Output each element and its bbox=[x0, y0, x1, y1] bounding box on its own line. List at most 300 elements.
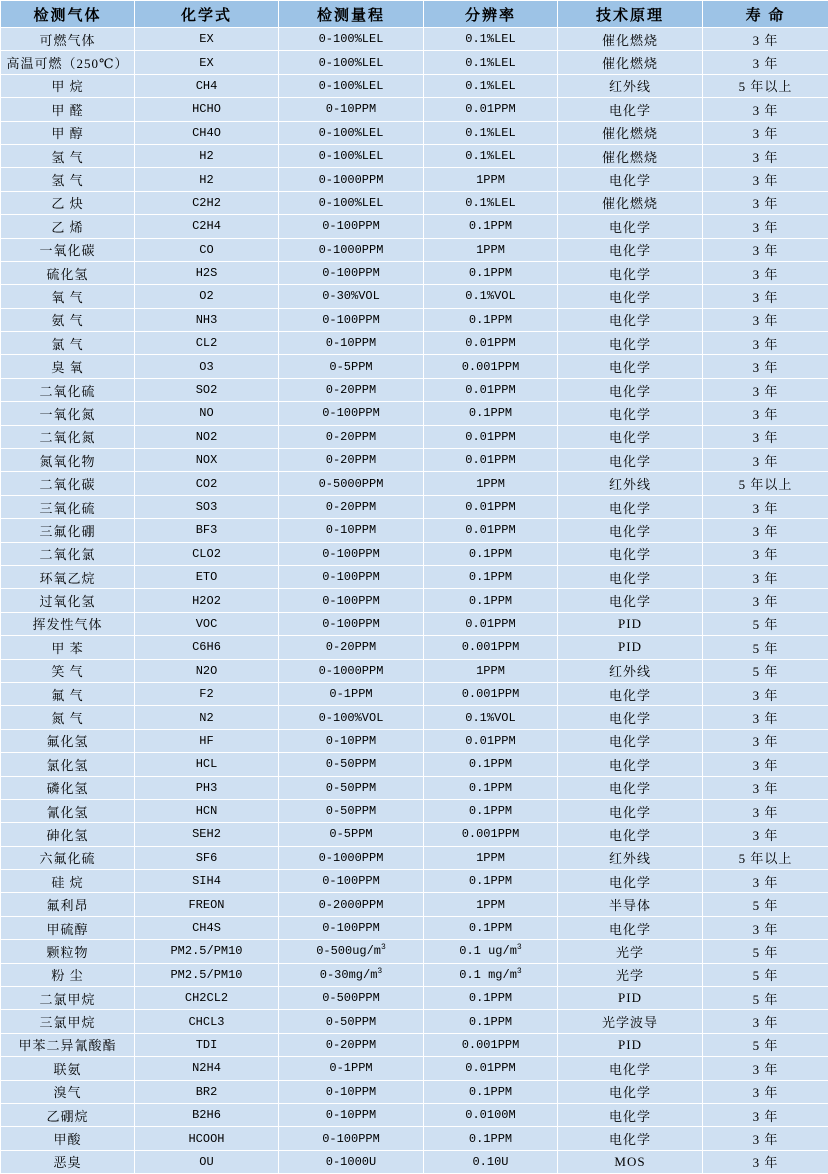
table-cell: 电化学 bbox=[558, 238, 703, 261]
table-cell: 硫化氢 bbox=[1, 261, 135, 284]
table-cell: 3 年 bbox=[703, 168, 828, 191]
table-cell: 0-5PPM bbox=[279, 355, 424, 378]
table-cell: 0.01PPM bbox=[424, 729, 558, 752]
table-cell: CO2 bbox=[135, 472, 279, 495]
table-cell: 3 年 bbox=[703, 51, 828, 74]
table-cell: 氮氧化物 bbox=[1, 449, 135, 472]
table-cell: 0.01PPM bbox=[424, 98, 558, 121]
table-cell: 3 年 bbox=[703, 402, 828, 425]
table-cell: CH4O bbox=[135, 121, 279, 144]
table-cell: 0.1PPM bbox=[424, 565, 558, 588]
table-row bbox=[1, 285, 828, 308]
table-cell: 0-1000U bbox=[279, 1150, 424, 1173]
table-cell: 磷化氢 bbox=[1, 776, 135, 799]
table-cell: 电化学 bbox=[558, 706, 703, 729]
table-cell: 0.1PPM bbox=[424, 261, 558, 284]
table-row bbox=[1, 144, 828, 167]
table-cell: 5 年 bbox=[703, 659, 828, 682]
table-cell: 0-50PPM bbox=[279, 753, 424, 776]
table-cell: SEH2 bbox=[135, 823, 279, 846]
table-cell: 三氯甲烷 bbox=[1, 1010, 135, 1033]
table-row bbox=[1, 355, 828, 378]
table-cell: 0.001PPM bbox=[424, 682, 558, 705]
table-cell: NO2 bbox=[135, 425, 279, 448]
table-cell: CH4S bbox=[135, 916, 279, 939]
table-cell: 5 年以上 bbox=[703, 472, 828, 495]
table-cell: 1PPM bbox=[424, 846, 558, 869]
table-cell: 一氧化氮 bbox=[1, 402, 135, 425]
table-row bbox=[1, 636, 828, 659]
table-cell: 3 年 bbox=[703, 542, 828, 565]
table-cell: TDI bbox=[135, 1033, 279, 1056]
table-cell: 半导体 bbox=[558, 893, 703, 916]
table-cell: 3 年 bbox=[703, 285, 828, 308]
table-row bbox=[1, 776, 828, 799]
table-cell: 0.1PPM bbox=[424, 402, 558, 425]
table-cell: 电化学 bbox=[558, 495, 703, 518]
table-cell: 3 年 bbox=[703, 308, 828, 331]
table-cell: 甲 醛 bbox=[1, 98, 135, 121]
table-cell: NOX bbox=[135, 449, 279, 472]
table-cell: N2O bbox=[135, 659, 279, 682]
table-cell: 5 年 bbox=[703, 636, 828, 659]
table-cell: 0-100PPM bbox=[279, 308, 424, 331]
table-cell: 氟 气 bbox=[1, 682, 135, 705]
table-cell: 电化学 bbox=[558, 1127, 703, 1150]
table-cell: B2H6 bbox=[135, 1103, 279, 1126]
table-cell: 二氧化氮 bbox=[1, 425, 135, 448]
table-cell: 3 年 bbox=[703, 191, 828, 214]
table-cell: 红外线 bbox=[558, 846, 703, 869]
table-cell: 溴气 bbox=[1, 1080, 135, 1103]
table-row bbox=[1, 425, 828, 448]
table-cell: 0-10PPM bbox=[279, 1103, 424, 1126]
table-cell: 0.1%VOL bbox=[424, 706, 558, 729]
table-cell: EX bbox=[135, 51, 279, 74]
table-cell: $0-500ug/m^3$ bbox=[279, 940, 424, 963]
table-cell: 0.01PPM bbox=[424, 449, 558, 472]
table-cell: 电化学 bbox=[558, 1080, 703, 1103]
table-cell: 电化学 bbox=[558, 870, 703, 893]
table-cell: 0.001PPM bbox=[424, 1033, 558, 1056]
table-row bbox=[1, 565, 828, 588]
table-cell: HCN bbox=[135, 799, 279, 822]
table-cell: 电化学 bbox=[558, 449, 703, 472]
table-cell: 0-50PPM bbox=[279, 799, 424, 822]
table-cell: 0.01PPM bbox=[424, 519, 558, 542]
table-cell: ETO bbox=[135, 565, 279, 588]
table-cell: 3 年 bbox=[703, 753, 828, 776]
table-cell: 氮 气 bbox=[1, 706, 135, 729]
table-row bbox=[1, 332, 828, 355]
table-cell: 电化学 bbox=[558, 1057, 703, 1080]
table-cell: 3 年 bbox=[703, 682, 828, 705]
table-cell: 氢 气 bbox=[1, 168, 135, 191]
table-cell: 3 年 bbox=[703, 355, 828, 378]
table-cell: 0.10U bbox=[424, 1150, 558, 1173]
table-row bbox=[1, 589, 828, 612]
table-cell: 0-20PPM bbox=[279, 449, 424, 472]
table-cell: 氢 气 bbox=[1, 144, 135, 167]
table-cell: 0.1PPM bbox=[424, 215, 558, 238]
table-cell: 红外线 bbox=[558, 74, 703, 97]
header-cell-resolution: 分辨率 bbox=[424, 1, 558, 28]
table-row bbox=[1, 729, 828, 752]
table-cell: 0.0100M bbox=[424, 1103, 558, 1126]
table-cell: 六氟化硫 bbox=[1, 846, 135, 869]
table-cell: 三氧化硫 bbox=[1, 495, 135, 518]
table-cell: H2 bbox=[135, 168, 279, 191]
table-cell: O2 bbox=[135, 285, 279, 308]
table-cell: 5 年以上 bbox=[703, 846, 828, 869]
table-row bbox=[1, 168, 828, 191]
table-row bbox=[1, 659, 828, 682]
header-row bbox=[1, 1, 828, 28]
table-cell: 0-100%LEL bbox=[279, 74, 424, 97]
table-cell: 恶臭 bbox=[1, 1150, 135, 1173]
table-cell: 过氧化氢 bbox=[1, 589, 135, 612]
table-cell: 0-20PPM bbox=[279, 1033, 424, 1056]
table-cell: 5 年以上 bbox=[703, 74, 828, 97]
table-cell: 0-20PPM bbox=[279, 495, 424, 518]
table-cell: 0-100%LEL bbox=[279, 28, 424, 51]
table-cell: PID bbox=[558, 1033, 703, 1056]
table-cell: 颗粒物 bbox=[1, 940, 135, 963]
table-cell: 3 年 bbox=[703, 916, 828, 939]
table-cell: 0.1PPM bbox=[424, 799, 558, 822]
table-row bbox=[1, 121, 828, 144]
table-cell: 电化学 bbox=[558, 308, 703, 331]
table-cell: 电化学 bbox=[558, 285, 703, 308]
table-row bbox=[1, 612, 828, 635]
table-row bbox=[1, 1033, 828, 1056]
table-cell: 0-100PPM bbox=[279, 402, 424, 425]
table-cell: 3 年 bbox=[703, 589, 828, 612]
table-cell: 0.001PPM bbox=[424, 355, 558, 378]
table-row bbox=[1, 191, 828, 214]
table-cell: 3 年 bbox=[703, 495, 828, 518]
table-cell: 可燃气体 bbox=[1, 28, 135, 51]
table-row bbox=[1, 74, 828, 97]
table-cell: 0-1000PPM bbox=[279, 846, 424, 869]
table-cell: 电化学 bbox=[558, 916, 703, 939]
table-cell: 3 年 bbox=[703, 776, 828, 799]
table-cell: 0.01PPM bbox=[424, 612, 558, 635]
table-cell: 0.1%LEL bbox=[424, 191, 558, 214]
table-cell: 甲苯二异氰酸酯 bbox=[1, 1033, 135, 1056]
table-cell: 3 年 bbox=[703, 519, 828, 542]
table-cell: 电化学 bbox=[558, 332, 703, 355]
table-cell: 挥发性气体 bbox=[1, 612, 135, 635]
table-cell: 0-100%VOL bbox=[279, 706, 424, 729]
table-cell: 5 年 bbox=[703, 893, 828, 916]
table-cell: 0.1%LEL bbox=[424, 51, 558, 74]
table-cell: PM2.5/PM10 bbox=[135, 940, 279, 963]
table-cell: 二氧化氯 bbox=[1, 542, 135, 565]
table-cell: 1PPM bbox=[424, 168, 558, 191]
table-body bbox=[1, 28, 828, 1174]
table-cell: NO bbox=[135, 402, 279, 425]
table-cell: 3 年 bbox=[703, 144, 828, 167]
table-cell: NH3 bbox=[135, 308, 279, 331]
table-row bbox=[1, 1127, 828, 1150]
table-cell: CO bbox=[135, 238, 279, 261]
table-row bbox=[1, 98, 828, 121]
table-cell: 0-50PPM bbox=[279, 1010, 424, 1033]
table-cell: 0-5PPM bbox=[279, 823, 424, 846]
table-row bbox=[1, 940, 828, 963]
table-row bbox=[1, 215, 828, 238]
table-cell: 二氯甲烷 bbox=[1, 987, 135, 1010]
table-cell: 3 年 bbox=[703, 1127, 828, 1150]
table-cell: 3 年 bbox=[703, 449, 828, 472]
table-cell: 催化燃烧 bbox=[558, 51, 703, 74]
table-cell: 0-100%LEL bbox=[279, 51, 424, 74]
table-cell: 臭 氧 bbox=[1, 355, 135, 378]
table-cell: 光学波导 bbox=[558, 1010, 703, 1033]
table-cell: SIH4 bbox=[135, 870, 279, 893]
table-cell: 3 年 bbox=[703, 1103, 828, 1126]
table-cell: 电化学 bbox=[558, 425, 703, 448]
table-cell: 0-20PPM bbox=[279, 425, 424, 448]
table-cell: 0-20PPM bbox=[279, 636, 424, 659]
table-row bbox=[1, 308, 828, 331]
table-cell: 氰化氢 bbox=[1, 799, 135, 822]
table-cell: 甲 烷 bbox=[1, 74, 135, 97]
table-cell: 0.1%LEL bbox=[424, 144, 558, 167]
table-cell: 0-1000PPM bbox=[279, 238, 424, 261]
table-cell: 电化学 bbox=[558, 98, 703, 121]
table-cell: 3 年 bbox=[703, 425, 828, 448]
header-cell-gas: 检测气体 bbox=[1, 1, 135, 28]
table-cell: 电化学 bbox=[558, 378, 703, 401]
table-cell: HCOOH bbox=[135, 1127, 279, 1150]
table-cell: 0-10PPM bbox=[279, 332, 424, 355]
table-cell: 电化学 bbox=[558, 753, 703, 776]
table-cell: 0.01PPM bbox=[424, 425, 558, 448]
table-cell: 3 年 bbox=[703, 870, 828, 893]
table-cell: 红外线 bbox=[558, 659, 703, 682]
table-row bbox=[1, 1057, 828, 1080]
table-cell: SO2 bbox=[135, 378, 279, 401]
table-cell: 电化学 bbox=[558, 215, 703, 238]
table-row bbox=[1, 963, 828, 986]
table-cell: 0-100%LEL bbox=[279, 121, 424, 144]
table-cell: CHCL3 bbox=[135, 1010, 279, 1033]
table-cell: BF3 bbox=[135, 519, 279, 542]
table-cell: 0-100PPM bbox=[279, 1127, 424, 1150]
table-cell: 0-30%VOL bbox=[279, 285, 424, 308]
header-cell-principle: 技术原理 bbox=[558, 1, 703, 28]
table-cell: 0.1PPM bbox=[424, 308, 558, 331]
table-cell: 电化学 bbox=[558, 542, 703, 565]
table-cell: 一氧化碳 bbox=[1, 238, 135, 261]
table-cell: 0-1000PPM bbox=[279, 659, 424, 682]
table-cell: 硅 烷 bbox=[1, 870, 135, 893]
header-cell-range: 检测量程 bbox=[279, 1, 424, 28]
table-cell: 3 年 bbox=[703, 98, 828, 121]
table-cell: 5 年 bbox=[703, 963, 828, 986]
table-cell: CL2 bbox=[135, 332, 279, 355]
table-row bbox=[1, 753, 828, 776]
table-row bbox=[1, 1150, 828, 1173]
table-cell: 3 年 bbox=[703, 1080, 828, 1103]
table-cell: 二氧化碳 bbox=[1, 472, 135, 495]
table-cell: 0-1PPM bbox=[279, 1057, 424, 1080]
table-cell: HCHO bbox=[135, 98, 279, 121]
table-cell: 0.1 $ug/m^3$ bbox=[424, 940, 558, 963]
table-cell: 乙 烯 bbox=[1, 215, 135, 238]
table-cell: 5 年 bbox=[703, 940, 828, 963]
table-cell: 0.01PPM bbox=[424, 495, 558, 518]
table-cell: 电化学 bbox=[558, 799, 703, 822]
table-cell: 0.1 $mg/m^3$ bbox=[424, 963, 558, 986]
table-cell: 氯化氢 bbox=[1, 753, 135, 776]
table-cell: 0-1000PPM bbox=[279, 168, 424, 191]
table-cell: F2 bbox=[135, 682, 279, 705]
table-cell: 二氧化硫 bbox=[1, 378, 135, 401]
table-cell: 电化学 bbox=[558, 519, 703, 542]
table-cell: 1PPM bbox=[424, 238, 558, 261]
table-cell: 氟利昂 bbox=[1, 893, 135, 916]
table-cell: 0-100PPM bbox=[279, 542, 424, 565]
table-row bbox=[1, 823, 828, 846]
table-cell: 0.01PPM bbox=[424, 378, 558, 401]
table-cell: PM2.5/PM10 bbox=[135, 963, 279, 986]
table-row bbox=[1, 495, 828, 518]
table-cell: 粉 尘 bbox=[1, 963, 135, 986]
table-cell: CH4 bbox=[135, 74, 279, 97]
table-cell: H2O2 bbox=[135, 589, 279, 612]
table-row bbox=[1, 472, 828, 495]
table-cell: 催化燃烧 bbox=[558, 144, 703, 167]
table-cell: 0.1PPM bbox=[424, 542, 558, 565]
table-row bbox=[1, 987, 828, 1010]
table-cell: 0-2000PPM bbox=[279, 893, 424, 916]
table-cell: 电化学 bbox=[558, 776, 703, 799]
table-cell: CLO2 bbox=[135, 542, 279, 565]
table-cell: 0-10PPM bbox=[279, 1080, 424, 1103]
table-cell: 3 年 bbox=[703, 261, 828, 284]
table-cell: 0-100PPM bbox=[279, 916, 424, 939]
table-row bbox=[1, 402, 828, 425]
table-cell: O3 bbox=[135, 355, 279, 378]
table-row bbox=[1, 378, 828, 401]
table-row bbox=[1, 1080, 828, 1103]
table-cell: 红外线 bbox=[558, 472, 703, 495]
table-cell: 0.1PPM bbox=[424, 1010, 558, 1033]
table-cell: 0.1%LEL bbox=[424, 28, 558, 51]
table-cell: OU bbox=[135, 1150, 279, 1173]
table-cell: 0-100%LEL bbox=[279, 144, 424, 167]
table-cell: FREON bbox=[135, 893, 279, 916]
table-row bbox=[1, 519, 828, 542]
table-cell: 0.1PPM bbox=[424, 870, 558, 893]
table-cell: 3 年 bbox=[703, 823, 828, 846]
table-cell: 0.1%LEL bbox=[424, 121, 558, 144]
table-cell: 电化学 bbox=[558, 355, 703, 378]
table-cell: PID bbox=[558, 987, 703, 1010]
table-cell: 乙硼烷 bbox=[1, 1103, 135, 1126]
table-cell: 0-10PPM bbox=[279, 98, 424, 121]
table-cell: 0-500PPM bbox=[279, 987, 424, 1010]
table-cell: 氯 气 bbox=[1, 332, 135, 355]
table-cell: 甲 苯 bbox=[1, 636, 135, 659]
table-row bbox=[1, 261, 828, 284]
table-cell: 催化燃烧 bbox=[558, 28, 703, 51]
header-cell-lifetime: 寿 命 bbox=[703, 1, 828, 28]
table-cell: C2H4 bbox=[135, 215, 279, 238]
table-cell: 0.1%VOL bbox=[424, 285, 558, 308]
table-row bbox=[1, 238, 828, 261]
table-cell: 三氟化硼 bbox=[1, 519, 135, 542]
table-row bbox=[1, 542, 828, 565]
table-cell: 5 年 bbox=[703, 987, 828, 1010]
table-cell: 砷化氢 bbox=[1, 823, 135, 846]
table-cell: 0-10PPM bbox=[279, 519, 424, 542]
table-cell: 0-100PPM bbox=[279, 589, 424, 612]
table-cell: 0.1PPM bbox=[424, 589, 558, 612]
table-cell: VOC bbox=[135, 612, 279, 635]
table-cell: EX bbox=[135, 28, 279, 51]
table-row bbox=[1, 1103, 828, 1126]
table-cell: 电化学 bbox=[558, 402, 703, 425]
table-cell: 0.1PPM bbox=[424, 987, 558, 1010]
table-cell: 电化学 bbox=[558, 565, 703, 588]
table-cell: 电化学 bbox=[558, 729, 703, 752]
table-cell: 3 年 bbox=[703, 238, 828, 261]
table-cell: 3 年 bbox=[703, 565, 828, 588]
table-header bbox=[1, 1, 828, 28]
table-row bbox=[1, 916, 828, 939]
table-cell: 光学 bbox=[558, 940, 703, 963]
table-cell: N2 bbox=[135, 706, 279, 729]
table-cell: 氨 气 bbox=[1, 308, 135, 331]
table-cell: 0.1%LEL bbox=[424, 74, 558, 97]
table-cell: 0.001PPM bbox=[424, 636, 558, 659]
table-cell: 3 年 bbox=[703, 1150, 828, 1173]
table-cell: 氧 气 bbox=[1, 285, 135, 308]
table-cell: 0.1PPM bbox=[424, 753, 558, 776]
table-cell: 0-100PPM bbox=[279, 215, 424, 238]
table-cell: 3 年 bbox=[703, 332, 828, 355]
table-cell: 3 年 bbox=[703, 1010, 828, 1033]
table-cell: 光学 bbox=[558, 963, 703, 986]
table-row bbox=[1, 846, 828, 869]
table-cell: C2H2 bbox=[135, 191, 279, 214]
table-cell: 环氧乙烷 bbox=[1, 565, 135, 588]
table-cell: 0.1PPM bbox=[424, 1080, 558, 1103]
table-cell: C6H6 bbox=[135, 636, 279, 659]
table-cell: 1PPM bbox=[424, 659, 558, 682]
table-cell: 0.001PPM bbox=[424, 823, 558, 846]
table-cell: 电化学 bbox=[558, 589, 703, 612]
table-cell: 3 年 bbox=[703, 706, 828, 729]
table-cell: 3 年 bbox=[703, 799, 828, 822]
table-cell: 0-100PPM bbox=[279, 612, 424, 635]
table-cell: 0-10PPM bbox=[279, 729, 424, 752]
table-cell: 1PPM bbox=[424, 893, 558, 916]
table-cell: PID bbox=[558, 636, 703, 659]
table-cell: 3 年 bbox=[703, 121, 828, 144]
table-row bbox=[1, 682, 828, 705]
table-cell: 电化学 bbox=[558, 682, 703, 705]
table-row bbox=[1, 449, 828, 472]
table-cell: HCL bbox=[135, 753, 279, 776]
table-cell: 甲 醇 bbox=[1, 121, 135, 144]
table-cell: 0.1PPM bbox=[424, 916, 558, 939]
table-cell: SO3 bbox=[135, 495, 279, 518]
